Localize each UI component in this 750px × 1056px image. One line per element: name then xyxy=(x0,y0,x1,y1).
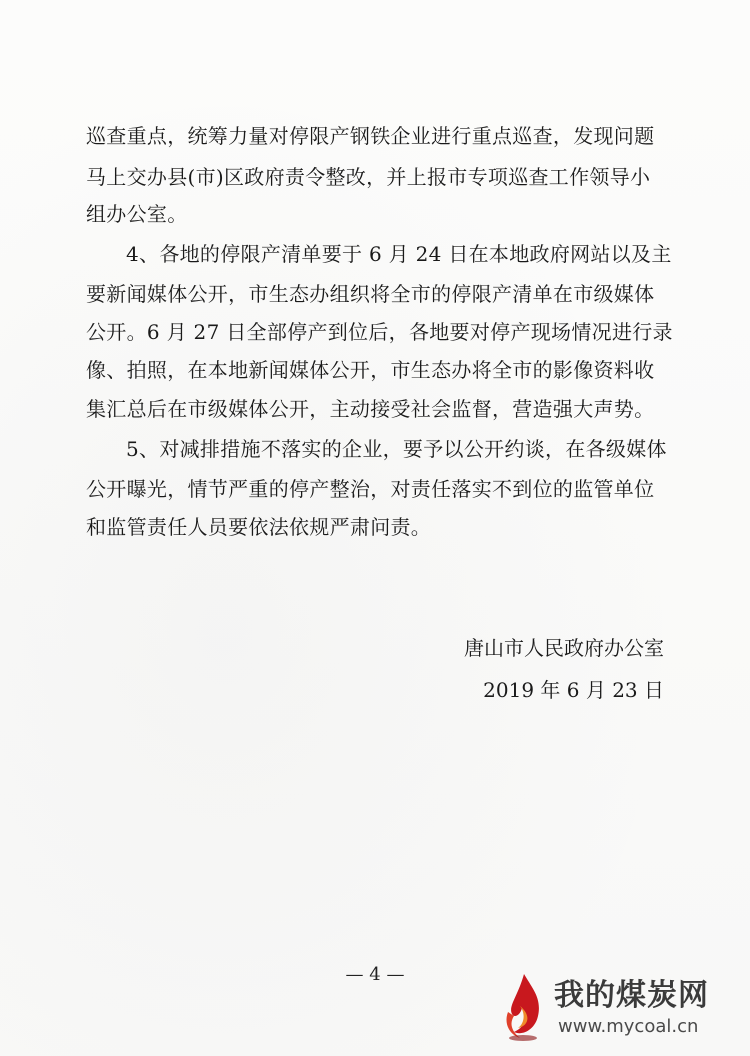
paragraph-3-line-1: 5、对减排措施不落实的企业，要予以公开约谈，在各级媒体 xyxy=(126,437,667,461)
paragraph-3-line-3: 和监管责任人员要依法依规严肃问责。 xyxy=(86,515,432,539)
watermark-url: www.mycoal.cn xyxy=(558,1016,699,1037)
paragraph-1-line-3: 组办公室。 xyxy=(86,202,188,226)
paragraph-2-line-1: 4、各地的停限产清单要于 6 月 24 日在本地政府网站以及主 xyxy=(126,242,672,266)
paragraph-2-line-5: 集汇总后在市级媒体公开，主动接受社会监督，营造强大声势。 xyxy=(86,397,655,421)
watermark-title: 我的煤炭网 xyxy=(554,978,709,1013)
paragraph-2-line-3: 公开。6 月 27 日全部停产到位后，各地要对停产现场情况进行录 xyxy=(86,320,673,344)
paragraph-2-line-4: 像、拍照，在本地新闻媒体公开，市生态办将全市的影像资料收 xyxy=(86,358,655,382)
paragraph-1-line-1: 巡查重点，统筹力量对停限产钢铁企业进行重点巡查，发现问题 xyxy=(86,124,655,148)
issue-date: 2019 年 6 月 23 日 xyxy=(483,678,664,702)
page-number: — 4 — xyxy=(345,964,405,985)
flame-logo-icon xyxy=(498,972,548,1042)
paragraph-3-line-2: 公开曝光，情节严重的停产整治，对责任落实不到位的监管单位 xyxy=(86,477,655,501)
watermark xyxy=(498,966,730,1046)
paragraph-1-line-2: 马上交办县(市)区政府责令整改，并上报市专项巡查工作领导小 xyxy=(86,165,651,189)
issuing-organization: 唐山市人民政府办公室 xyxy=(464,636,664,660)
paragraph-2-line-2: 要新闻媒体公开，市生态办组织将全市的停限产清单在市级媒体 xyxy=(86,282,655,306)
